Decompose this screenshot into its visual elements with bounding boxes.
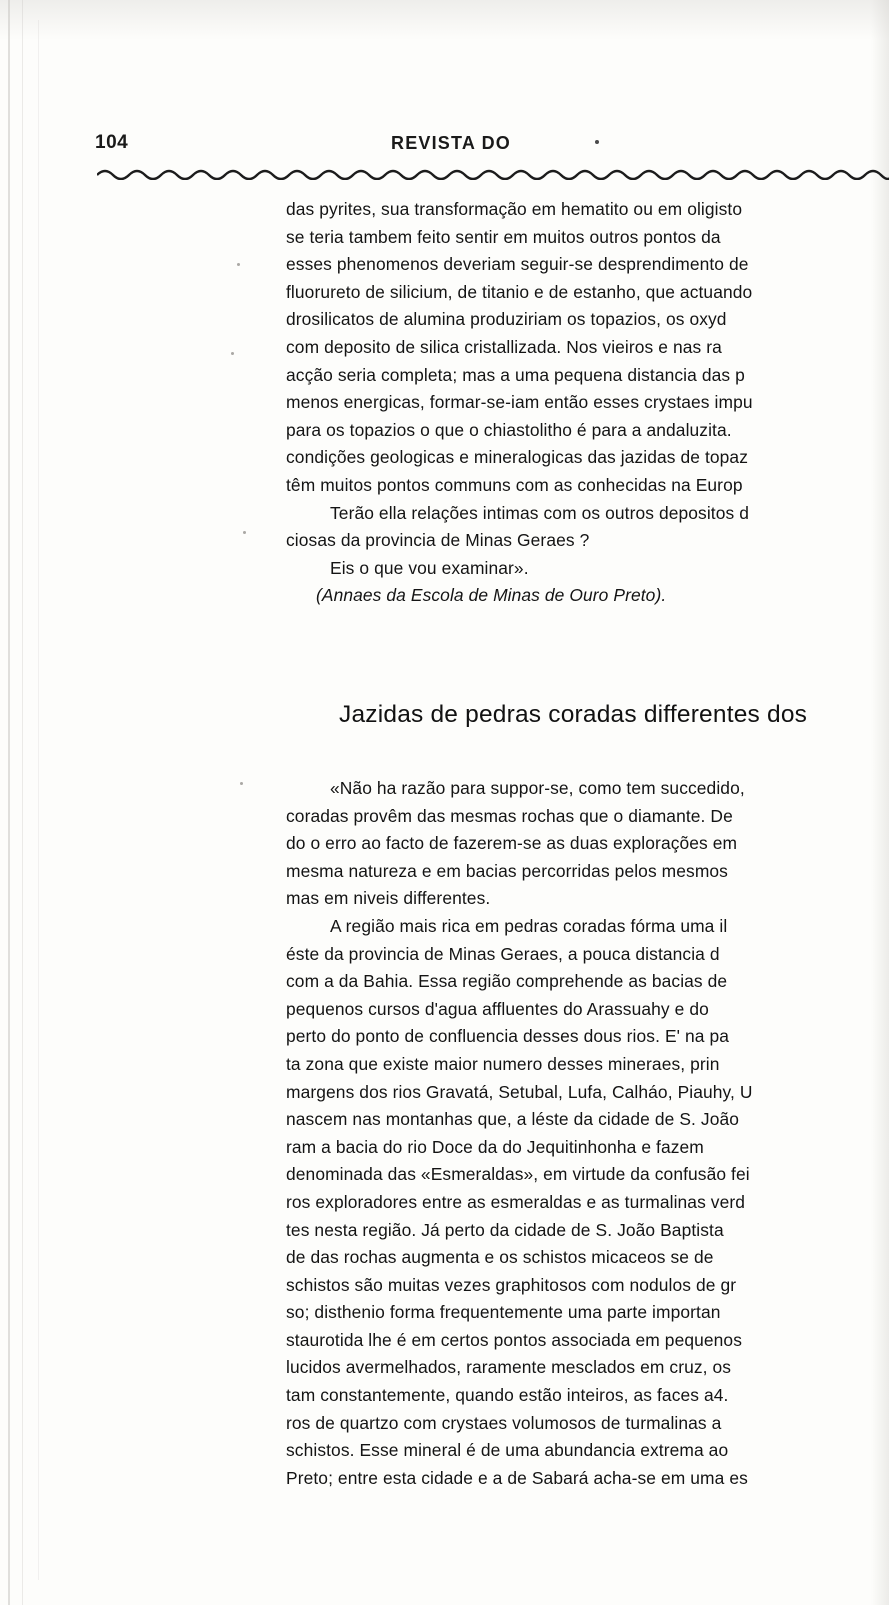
text-line: acção seria completa; mas a uma pequena distancia das p xyxy=(286,364,745,385)
body-text-column-upper xyxy=(286,196,889,610)
binding-gutter-line-tertiary xyxy=(38,20,39,1580)
source-attribution xyxy=(286,582,889,610)
text-line: éste da provincia de Minas Geraes, a pouca distancia d xyxy=(286,943,720,964)
text-line: das pyrites, sua transformação em hematito ou em oligisto xyxy=(286,199,743,219)
text-line: margens dos rios Gravatá, Setubal, Lufa, Calháo, Piauhy, U xyxy=(286,1081,753,1102)
text-line: Terão ella relações intimas com os outros depositos d xyxy=(330,502,750,523)
text-line: esses phenomenos deveriam seguir-se desprendimento de xyxy=(286,254,749,275)
text-line: A região mais rica em pedras coradas fórma uma il xyxy=(330,915,728,936)
text-line: staurotida lhe é em certos pontos associada em pequenos xyxy=(286,1329,743,1350)
text-line: coradas provêm das mesmas rochas que o diamante. De xyxy=(286,805,733,826)
text-line: ta zona que existe maior numero desses mineraes, prin xyxy=(286,1053,720,1074)
text-line: tes nesta região. Já perto da cidade de S. João Baptista xyxy=(286,1219,724,1240)
text-line: de das rochas augmenta e os schistos micaceos se de xyxy=(286,1247,714,1268)
scan-speck xyxy=(231,352,234,355)
text-line: do o erro ao facto de fazerem-se as duas explorações em xyxy=(286,833,738,854)
running-head-title: REVISTA DO xyxy=(391,133,512,153)
paragraph-closing xyxy=(286,555,889,583)
paragraph-continuation xyxy=(286,196,889,500)
text-line: mesma natureza e em bacias percorridas pelos mesmos xyxy=(286,860,728,881)
text-line: lucidos avermelhados, raramente mesclados em cruz, os xyxy=(286,1357,732,1378)
body-text-column-lower xyxy=(286,775,889,1492)
page-top-shading xyxy=(0,0,889,40)
text-line: «Não ha razão para suppor-se, como tem succedido, xyxy=(330,778,745,798)
text-line: ros exploradores entre as esmeraldas e as turmalinas verd xyxy=(286,1191,746,1212)
text-line: schistos são muitas vezes graphitosos com nodulos de gr xyxy=(286,1274,737,1295)
text-line: perto do ponto de confluencia desses dous rios. E' na pa xyxy=(286,1026,730,1047)
text-line: ram a bacia do rio Doce da do Jequitinhonha e fazem xyxy=(286,1136,704,1157)
page-number: 104 xyxy=(95,132,129,153)
text-line: condições geologicas e mineralogicas das jazidas de topaz xyxy=(286,447,748,468)
scan-speck xyxy=(240,782,243,785)
text-line: têm muitos pontos communs com as conhecidas na Europ xyxy=(286,474,743,495)
text-line: com deposito de silica cristallizada. Nos vieiros e nas ra xyxy=(286,336,722,357)
scan-speck xyxy=(237,263,240,266)
text-line: menos energicas, formar-se-iam então esses crystaes impu xyxy=(286,392,753,413)
header-speck xyxy=(595,140,599,144)
page-header xyxy=(95,132,855,158)
section-heading: Jazidas de pedras coradas differentes dos xyxy=(339,701,808,728)
text-line: ciosas da provincia de Minas Geraes ? xyxy=(286,530,590,551)
wavy-divider-rule xyxy=(97,166,889,180)
text-line: denominada das «Esmeraldas», em virtude da confusão fei xyxy=(286,1164,750,1185)
binding-gutter-line-secondary xyxy=(22,0,23,1605)
text-line: com a da Bahia. Essa região comprehende as bacias de xyxy=(286,971,728,992)
scan-speck xyxy=(243,531,246,534)
text-line: para os topazios o que o chiastolitho é para a andaluzita. xyxy=(286,419,732,440)
text-line: tam constantemente, quando estão inteiros, as faces a4. xyxy=(286,1385,729,1406)
text-line: mas em niveis differentes. xyxy=(286,888,491,909)
paragraph-quote-opening xyxy=(286,775,889,913)
text-line: ros de quartzo com crystaes volumosos de turmalinas a xyxy=(286,1412,722,1433)
text-line: schistos. Esse mineral é de uma abundancia extrema ao xyxy=(286,1440,729,1461)
text-line: Preto; entre esta cidade e a de Sabará acha-se em uma es xyxy=(286,1467,748,1488)
text-line: nascem nas montanhas que, a léste da cidade de S. João xyxy=(286,1109,740,1130)
text-line: drosilicatos de alumina produziriam os topazios, os oxyd xyxy=(286,309,727,330)
paragraph-region-description xyxy=(286,913,889,1492)
paragraph-question xyxy=(286,500,889,555)
text-line: fluorureto de silicium, de titanio e de estanho, que actuando xyxy=(286,281,753,302)
source-note: (Annaes da Escola de Minas de Ouro Preto). xyxy=(316,585,667,606)
binding-gutter-line xyxy=(8,0,10,1605)
text-line: so; disthenio forma frequentemente uma parte importan xyxy=(286,1302,721,1323)
text-line: se teria tambem feito sentir em muitos outros pontos da xyxy=(286,226,721,247)
text-line: Eis o que vou examinar». xyxy=(330,557,529,578)
text-line: pequenos cursos d'agua affluentes do Arassuahy e do xyxy=(286,998,709,1019)
